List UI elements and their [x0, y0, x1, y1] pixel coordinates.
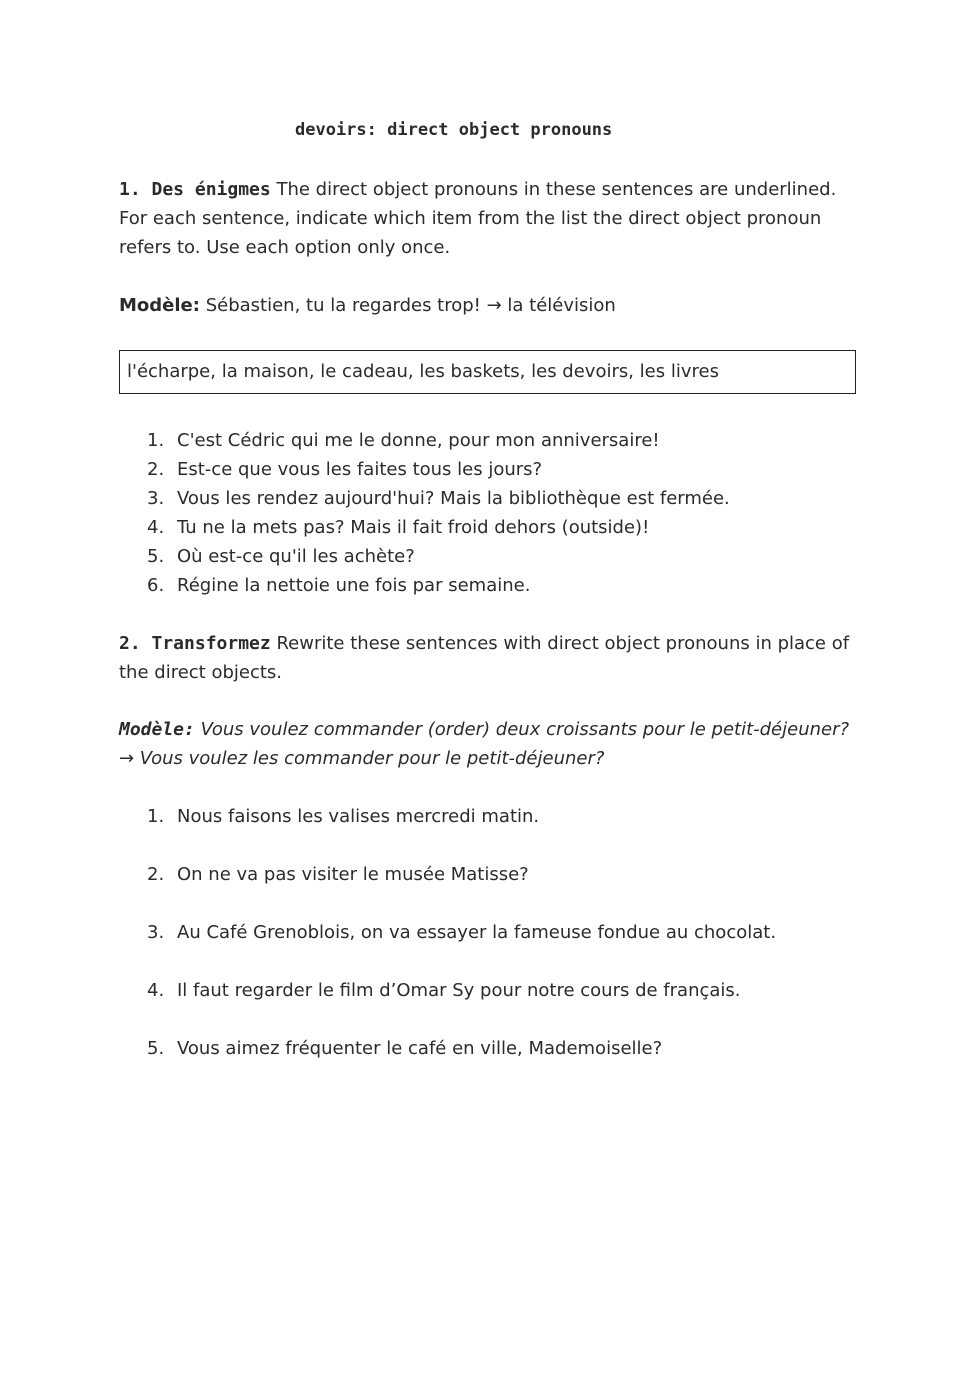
word-bank-text: l'écharpe, la maison, le cadeau, les baskets, les devoirs, les livres — [127, 361, 719, 382]
list-item — [147, 802, 776, 831]
list-item — [147, 455, 730, 484]
section1-intro — [119, 175, 859, 262]
list-item — [147, 426, 730, 455]
list-item — [147, 571, 730, 600]
list-item-number: 2. — [147, 864, 165, 885]
list-item-number: 4. — [147, 517, 165, 538]
list-item-number: 6. — [147, 575, 165, 596]
list-item — [147, 860, 776, 889]
list-item-number: 3. — [147, 922, 165, 943]
section2-list — [147, 802, 776, 1092]
list-item-text: Est-ce que vous les faites tous les jours? — [177, 459, 543, 480]
section2-model — [119, 715, 859, 773]
section2-instructions: Rewrite these sentences with direct object pronouns in place of the direct objects. — [119, 633, 850, 683]
page-title: devoirs: direct object pronouns — [295, 120, 613, 140]
list-item-text: On ne va pas visiter le musée Matisse? — [177, 864, 529, 885]
list-item — [147, 484, 730, 513]
section2-model-label: Modèle: — [119, 719, 195, 740]
list-item-number: 1. — [147, 430, 165, 451]
list-item-number: 5. — [147, 546, 165, 567]
section1-model-label: Modèle: — [119, 295, 200, 316]
list-item-text: Vous les rendez aujourd'hui? Mais la bibliothèque est fermée. — [177, 488, 730, 509]
list-item-text: Au Café Grenoblois, on va essayer la fameuse fondue au chocolat. — [177, 922, 777, 943]
list-item-text: Nous faisons les valises mercredi matin. — [177, 806, 540, 827]
list-item — [147, 918, 776, 947]
section1-heading: 1. Des énigmes — [119, 179, 271, 200]
list-item — [147, 1034, 776, 1063]
list-item-text: C'est Cédric qui me le donne, pour mon anniversaire! — [177, 430, 660, 451]
list-item-number: 4. — [147, 980, 165, 1001]
section1-model — [119, 291, 859, 320]
list-item-number: 1. — [147, 806, 165, 827]
section2-heading: 2. Transformez — [119, 633, 271, 654]
list-item-text: Où est-ce qu'il les achète? — [177, 546, 415, 567]
list-item — [147, 513, 730, 542]
list-item-text: Tu ne la mets pas? Mais il fait froid dehors (outside)! — [177, 517, 650, 538]
list-item-number: 3. — [147, 488, 165, 509]
word-bank-box — [119, 350, 856, 394]
section2-model-text: Vous voulez commander (order) deux croissants pour le petit-déjeuner? → Vous voulez les commander pour le petit-déjeuner? — [119, 719, 850, 769]
list-item-text: Régine la nettoie une fois par semaine. — [177, 575, 531, 596]
section2-intro — [119, 629, 859, 687]
list-item-number: 5. — [147, 1038, 165, 1059]
section1-instructions: The direct object pronouns in these sentences are underlined. For each sentence, indicate which item from the list the direct object pronoun refers to. Use each option only once. — [119, 179, 837, 258]
list-item-text: Il faut regarder le film d’Omar Sy pour notre cours de français. — [177, 980, 741, 1001]
list-item — [147, 976, 776, 1005]
section1-model-text: Sébastien, tu la regardes trop! → la télévision — [205, 295, 616, 316]
list-item-text: Vous aimez fréquenter le café en ville, Mademoiselle? — [177, 1038, 663, 1059]
list-item — [147, 542, 730, 571]
section1-list — [147, 426, 730, 600]
list-item-number: 2. — [147, 459, 165, 480]
